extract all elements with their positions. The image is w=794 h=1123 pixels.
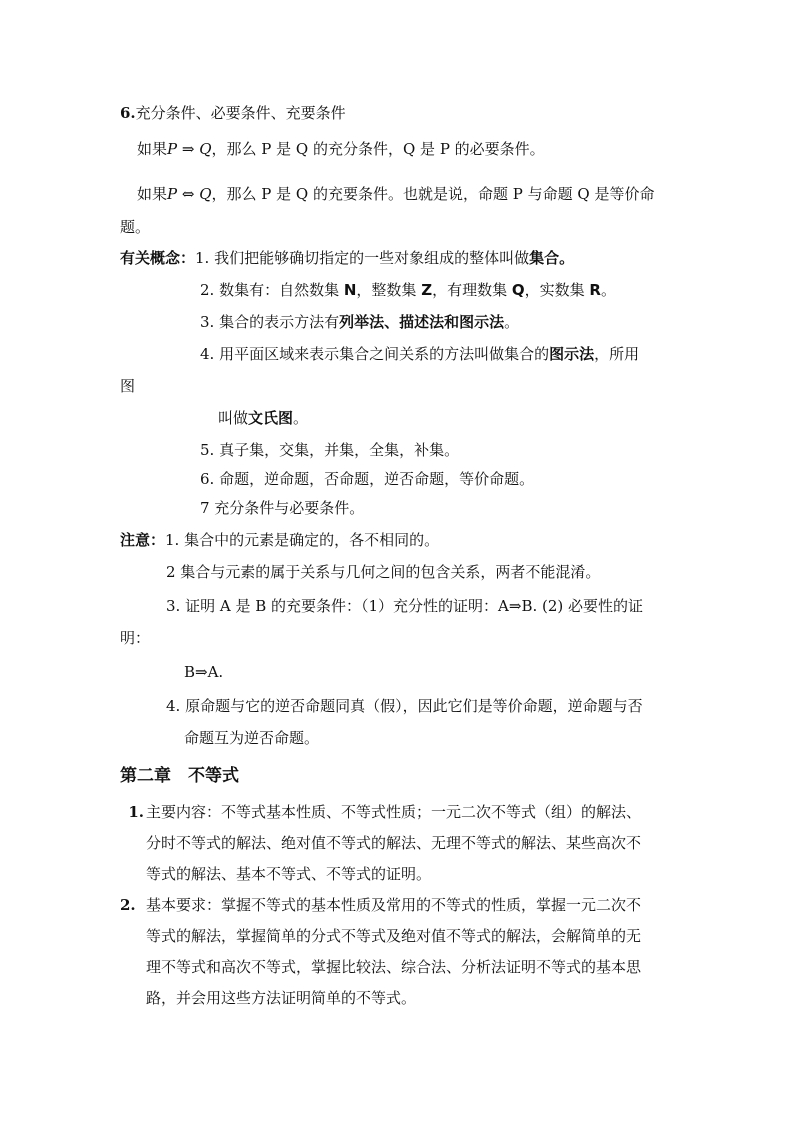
notes-line-4-cont: 命题互为逆否命题。 xyxy=(184,729,320,747)
concepts-line-6: 6. 命题，逆命题，否命题，逆否命题，等价命题。 xyxy=(200,470,535,488)
section-number: 6. xyxy=(120,104,136,122)
text: ，所用 xyxy=(594,345,640,363)
text: 3. 集合的表示方法有 xyxy=(200,313,340,331)
chapter-title: 第二章 不等式 xyxy=(120,766,239,786)
text: 1. 集合中的元素是确定的，各不相同的。 xyxy=(165,531,440,549)
concepts-line-5: 5. 真子集，交集，并集，全集，补集。 xyxy=(200,441,460,459)
text: ，有理数集 xyxy=(432,281,512,299)
text: 主要内容：不等式基本性质、不等式性质；一元二次不等式（组）的解法、 xyxy=(146,803,642,821)
bold-term: 图示法 xyxy=(549,345,595,363)
set-symbol: Q xyxy=(511,281,525,299)
bold-term: 集合。 xyxy=(529,249,575,267)
notes-line-2: 2 集合与元素的属于关系与几何之间的包含关系，两者不能混淆。 xyxy=(166,563,601,581)
concepts-line-3 xyxy=(200,312,519,332)
text: 。 xyxy=(293,409,309,427)
notes-label: 注意： xyxy=(120,531,166,549)
concepts-line-4 xyxy=(200,344,639,364)
text: 。 xyxy=(600,281,616,299)
text: ，那么 P 是 Q 的充要条件。也就是说，命题 P 与命题 Q 是等价命 xyxy=(211,185,655,203)
concepts-line-1 xyxy=(120,248,574,268)
text: ，那么 P 是 Q 的充分条件，Q 是 P 的必要条件。 xyxy=(211,140,545,158)
chapter2-item-2-line-2: 等式的解法，掌握简单的分式不等式及绝对值不等式的解法，会解简单的无 xyxy=(146,927,642,945)
math-iff: P ⇔ Q xyxy=(167,185,212,203)
notes-line-1 xyxy=(120,530,439,550)
text: 4. 用平面区域来表示集合之间关系的方法叫做集合的 xyxy=(200,345,550,363)
bold-term: 文氏图 xyxy=(248,409,294,427)
concepts-label: 有关概念： xyxy=(120,249,196,267)
chapter2-item-2-line-4: 路，并会用这些方法证明简单的不等式。 xyxy=(146,989,417,1007)
text: ，整数集 xyxy=(356,281,422,299)
text: 叫做 xyxy=(218,409,249,427)
section-6-heading xyxy=(120,103,346,123)
notes-line-4: 4. 原命题与它的逆否命题同真（假），因此它们是等价命题，逆命题与否 xyxy=(166,697,643,715)
text: 如果 xyxy=(137,185,168,203)
notes-line-3: 3. 证明 A 是 B 的充要条件：（1）充分性的证明：A⇒B. (2) 必要性的证 xyxy=(166,597,644,615)
text: 2. 数集有：自然数集 xyxy=(200,281,344,299)
text: ，实数集 xyxy=(524,281,590,299)
item-number: 2. xyxy=(120,896,136,914)
iff-line xyxy=(137,184,654,204)
set-symbol: N xyxy=(343,281,357,299)
chapter2-item-2-line-1 xyxy=(120,895,641,915)
set-symbol: Z xyxy=(421,281,433,299)
concepts-line-7: 7 充分条件与必要条件。 xyxy=(200,499,365,517)
iff-line-wrap: 题。 xyxy=(120,218,151,236)
notes-line-3-wrap: 明： xyxy=(120,629,151,647)
set-symbol: R xyxy=(589,281,601,299)
chapter2-item-1-line-3: 等式的解法、基本不等式、不等式的证明。 xyxy=(146,865,432,883)
chapter2-item-1-line-2: 分时不等式的解法、绝对值不等式的解法、无理不等式的解法、某些高次不 xyxy=(146,834,642,852)
item-number: 1. xyxy=(128,803,144,821)
text: 如果 xyxy=(137,140,168,158)
section-title: 充分条件、必要条件、充要条件 xyxy=(135,104,346,122)
concepts-line-2 xyxy=(200,280,616,300)
notes-line-3-cont: B⇒A. xyxy=(184,663,224,681)
bold-term: 列举法、描述法和图示法 xyxy=(339,313,505,331)
math-implies: P ⇒ Q xyxy=(167,140,212,158)
chapter2-item-1-line-1 xyxy=(120,802,641,822)
text: 基本要求：掌握不等式的基本性质及常用的不等式的性质，掌握一元二次不 xyxy=(146,896,642,914)
chapter2-item-2-line-3: 理不等式和高次不等式，掌握比较法、综合法、分析法证明不等式的基本思 xyxy=(146,958,642,976)
text: 。 xyxy=(504,313,520,331)
concepts-line-4-wrap: 图 xyxy=(120,377,136,395)
concepts-line-4-cont xyxy=(218,408,308,428)
text: 1. 我们把能够确切指定的一些对象组成的整体叫做 xyxy=(195,249,530,267)
sufficient-line xyxy=(137,139,545,159)
